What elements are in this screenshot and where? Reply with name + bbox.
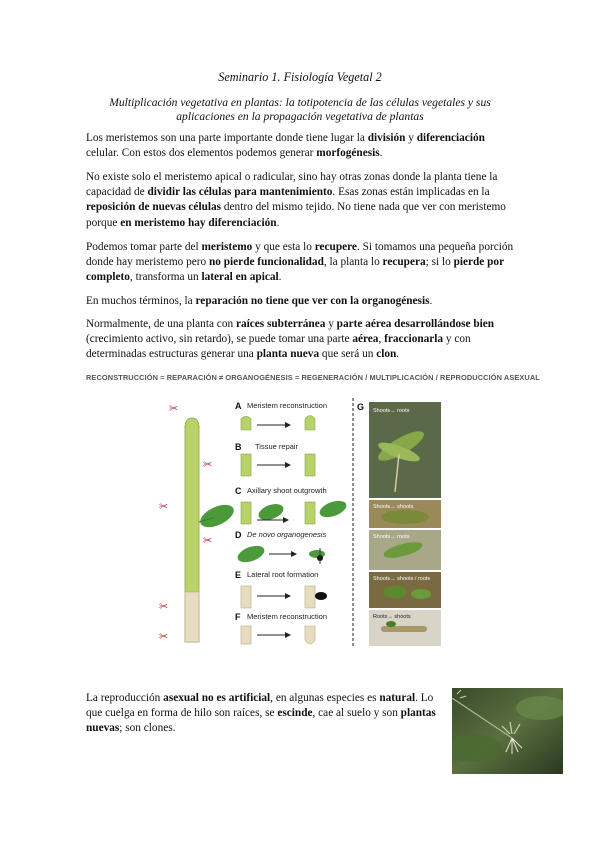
panel-letter-e: E [235, 570, 242, 580]
arrow-icon [285, 462, 291, 468]
text: . [429, 295, 433, 307]
text: , cae al suelo y son [312, 707, 401, 720]
paragraph-5 [86, 317, 516, 363]
stem-segment [305, 502, 315, 524]
arrow-icon [291, 551, 297, 557]
paragraph-4 [86, 294, 516, 309]
leaf [197, 500, 237, 532]
text: . Esas zonas están implicadas en la [332, 186, 490, 199]
photo-label: Shoots→ roots [373, 408, 410, 414]
text: En muchos términos, la [86, 295, 196, 307]
photo-label: Shoots→ shoots / roots [373, 576, 431, 582]
page-title: Seminario 1. Fisiología Vegetal 2 [218, 70, 382, 84]
text: . Si tomamos una pequeña porción donde hay meristemo pero [86, 241, 514, 269]
stem-segment [241, 417, 251, 431]
bold-text: división [367, 132, 406, 144]
bold-text: plantas nuevas [86, 707, 436, 735]
scissors-icon: ✂ [203, 459, 213, 471]
text: La reproducción [86, 692, 164, 704]
panel-letter-b: B [235, 442, 242, 452]
stem-segment [305, 416, 315, 431]
bold-text: no pierde funcionalidad [208, 256, 324, 269]
bold-text: lateral en apical [201, 271, 279, 284]
text: , en algunas especies es [270, 692, 380, 704]
leaf [235, 543, 266, 566]
scissors-icon: ✂ [169, 403, 179, 415]
panel-label-d: De novo organogenesis [247, 530, 327, 539]
paragraph-2 [86, 170, 516, 231]
scissors-icon: ✂ [159, 501, 169, 513]
text: Normalmente, de una planta con [86, 318, 236, 330]
bold-text: recupera [382, 256, 426, 269]
bold-text: asexual no es artificial [163, 692, 271, 704]
stem-segment [241, 502, 251, 524]
panel-label-f: Meristem reconstruction [247, 612, 328, 621]
root-segment [241, 626, 251, 644]
panel-label-b: Tissue repair [255, 442, 299, 451]
panel-letter-d: D [235, 530, 242, 540]
paragraph-3 [86, 240, 516, 286]
formula-caption: RECONSTRUCCIÓN = REPARACIÓN ≠ ORGANOGÉNESIS = REGENERACIÓN / MULTIPLICACIÓN / REPRODUCCIÓN ASEXUAL [86, 373, 540, 382]
bold-text: aérea [352, 333, 379, 346]
stem-apex [185, 418, 199, 428]
arrow-icon [285, 632, 291, 638]
text: (crecimiento activo, sin retardo), se puede tomar una parte [86, 333, 353, 346]
panel-letter-f: F [235, 612, 241, 622]
paragraph-6 [86, 691, 448, 737]
bold-text: fraccionarla [384, 333, 444, 346]
bold-text: parte aérea desarrollándose bien [336, 318, 495, 330]
panel-label-e: Lateral root formation [247, 570, 319, 579]
bold-text: meristemo [201, 241, 253, 253]
bold-text: recupere [314, 241, 357, 253]
text: dentro del mismo tejido. No tiene nada que ver con meristemo porque [86, 201, 506, 229]
scissors-icon: ✂ [203, 535, 213, 547]
arrow-icon [285, 422, 291, 428]
text: Podemos tomar parte del [86, 241, 202, 253]
text: y [325, 318, 337, 330]
stem-segment [305, 454, 315, 476]
text: ; son clones. [119, 722, 176, 735]
bold-text: raíces subterránea [235, 318, 326, 330]
root-segment [305, 586, 315, 608]
text: , [378, 333, 385, 346]
text: y [405, 132, 417, 144]
bold-text: reparación no tiene que ver con la organogénesis [195, 295, 430, 307]
root-segment [241, 586, 251, 608]
panel-letter-c: C [235, 486, 242, 496]
panel-letter-a: A [235, 401, 242, 411]
text: . [278, 271, 282, 284]
text: ; si lo [425, 256, 454, 269]
plant-photo [452, 688, 563, 774]
stem-segment [241, 454, 251, 476]
bold-text: reposición de nuevas células [86, 201, 222, 214]
text: , transforma un [129, 271, 202, 284]
lateral-root [315, 592, 327, 600]
bold-text: pierde por completo [86, 256, 504, 284]
photo-label: Shoots→ roots [373, 534, 410, 540]
text: y con determinadas estructuras generar una [86, 333, 471, 361]
panel-label-c: Axillary shoot outgrowth [247, 486, 327, 495]
text: . [276, 216, 280, 229]
paragraph-1 [86, 131, 516, 161]
bold-text: en meristemo hay diferenciación [120, 216, 277, 229]
root-segment [305, 626, 315, 644]
text: . [396, 348, 400, 361]
page-subtitle: Multiplicación vegetativa en plantas: la totipotencia de las células vegetales y sus aplicaciones en la propagación vegetativa de plantas [109, 96, 491, 123]
scissors-icon: ✂ [159, 601, 169, 613]
leaf [317, 498, 348, 521]
panel-label-a: Meristem reconstruction [247, 401, 328, 410]
text: que será un [319, 348, 377, 361]
text: . [379, 147, 383, 160]
bold-text: natural [379, 692, 416, 704]
root-section [185, 592, 199, 642]
bold-text: clon [376, 348, 397, 361]
regeneration-figure [155, 392, 447, 650]
text: No existe solo el meristemo apical o radicular, sino hay otras zonas donde la planta tiene la capacidad de [86, 171, 498, 199]
bold-text: dividir las células para mantenimiento [147, 186, 333, 199]
text: , la planta lo [323, 256, 383, 269]
text: y que esta lo [252, 241, 315, 253]
scissors-icon: ✂ [159, 631, 169, 643]
text: celular. Con estos dos elementos podemos generar [86, 147, 317, 160]
arrow-icon [285, 593, 291, 599]
arrow-icon [283, 517, 289, 523]
text: Los meristemos son una parte importante donde tiene lugar la [86, 132, 368, 144]
bold-text: morfogénesis [316, 147, 380, 160]
panel-letter-g: G [357, 402, 365, 412]
bold-text: escinde [277, 707, 313, 720]
text: . Lo que cuelga en forma de hilo son raíces, se [86, 692, 434, 720]
bold-text: diferenciación [416, 132, 485, 144]
photo-label: Roots→ shoots [373, 614, 411, 620]
photo-label: Shoots→ shoots [373, 504, 414, 510]
bold-text: planta nueva [256, 348, 320, 361]
